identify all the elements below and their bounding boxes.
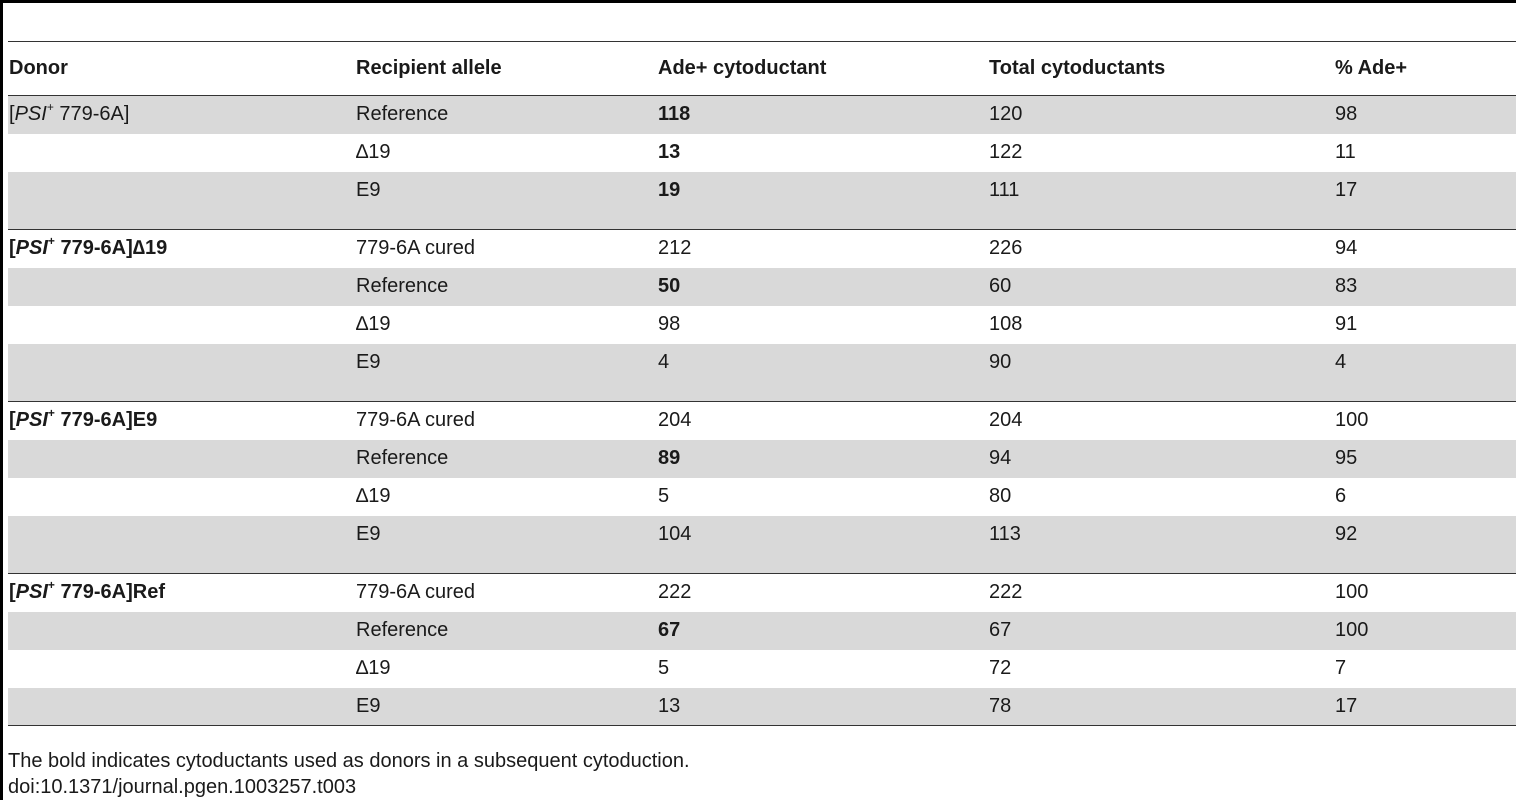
header-donor: Donor	[9, 57, 68, 79]
donor-cell	[8, 612, 355, 650]
table-row	[8, 172, 1516, 210]
ade-cytoductant-cell: 104	[657, 516, 988, 554]
total-cytoductants-cell: 222	[989, 581, 1023, 604]
donor-cell	[8, 172, 355, 210]
total-cytoductants-cell: 90	[988, 344, 1334, 382]
ade-cytoductant-cell: 5	[658, 657, 670, 679]
recipient-allele-cell: Reference	[355, 268, 657, 306]
ade-cytoductant-cell: 13	[657, 688, 988, 726]
spacer-cell	[355, 554, 657, 574]
group-spacer-row	[8, 554, 1516, 574]
table-row	[8, 268, 1516, 306]
table-row	[8, 612, 1516, 650]
table-row	[8, 306, 1516, 344]
ade-cytoductant-cell: 50	[657, 268, 988, 306]
spacer-cell	[8, 554, 355, 574]
ade-cytoductant-cell: 222	[658, 581, 692, 604]
table-row	[8, 574, 1516, 612]
ade-cytoductant-cell: 98	[658, 313, 681, 335]
spacer-cell	[657, 554, 988, 574]
donor-cell	[8, 650, 355, 688]
footnote-text: The bold indicates cytoductants used as donors in a subsequent cytoduction.	[8, 750, 690, 772]
donor-cell	[8, 574, 355, 612]
table-row	[8, 402, 1516, 440]
percent-ade-cell: 98	[1334, 96, 1516, 134]
spacer-cell	[1334, 554, 1516, 574]
recipient-allele-cell: ∆19	[356, 657, 391, 679]
recipient-allele-cell: Reference	[355, 440, 657, 478]
table-row	[8, 650, 1516, 688]
header-ade-cytoductant: Ade+ cytoductant	[658, 57, 827, 79]
top-border	[0, 0, 1516, 3]
ade-cytoductant-cell: 5	[658, 485, 670, 507]
percent-ade-cell: 100	[1334, 612, 1516, 650]
total-cytoductants-cell: 72	[989, 657, 1012, 679]
spacer-cell	[988, 554, 1334, 574]
header-percent-ade: % Ade+	[1335, 57, 1408, 79]
spacer-cell	[657, 382, 988, 402]
recipient-allele-cell: E9	[355, 344, 657, 382]
donor-cell	[8, 268, 355, 306]
table-row	[8, 96, 1516, 134]
donor-cell	[8, 306, 355, 344]
recipient-allele-cell: 779-6A cured	[356, 237, 475, 260]
table-row	[8, 688, 1516, 726]
total-cytoductants-cell: 94	[988, 440, 1334, 478]
ade-cytoductant-cell: 19	[657, 172, 988, 210]
total-cytoductants-cell: 111	[988, 172, 1334, 210]
percent-ade-cell: 4	[1334, 344, 1516, 382]
total-cytoductants-cell: 67	[988, 612, 1334, 650]
donor-cell	[8, 134, 355, 172]
ade-cytoductant-cell: 212	[658, 237, 692, 260]
donor-cell	[8, 478, 355, 516]
header-total-cytoductants: Total cytoductants	[989, 57, 1166, 79]
spacer-cell	[8, 382, 355, 402]
percent-ade-cell: 6	[1335, 485, 1347, 507]
cytoduction-table	[8, 41, 1516, 726]
ade-cytoductant-cell: 67	[657, 612, 988, 650]
percent-ade-cell: 91	[1335, 313, 1358, 335]
total-cytoductants-cell: 226	[989, 237, 1023, 260]
table-header-row	[8, 42, 1516, 96]
ade-cytoductant-cell: 204	[658, 409, 692, 432]
donor-label: [PSI+ 779-6A]∆19	[9, 233, 168, 260]
donor-label: [PSI+ 779-6A]E9	[9, 405, 158, 432]
doi-text: doi:10.1371/journal.pgen.1003257.t003	[8, 776, 357, 798]
recipient-allele-cell: E9	[355, 172, 657, 210]
percent-ade-cell: 83	[1334, 268, 1516, 306]
donor-label: [PSI+ 779-6A]	[9, 99, 130, 126]
table-row	[8, 134, 1516, 172]
ade-cytoductant-cell: 89	[657, 440, 988, 478]
ade-cytoductant-cell: 13	[658, 141, 681, 163]
total-cytoductants-cell: 60	[988, 268, 1334, 306]
table-row	[8, 440, 1516, 478]
ade-cytoductant-cell: 118	[657, 96, 988, 134]
spacer-cell	[355, 382, 657, 402]
recipient-allele-cell: 779-6A cured	[356, 409, 475, 432]
recipient-allele-cell: ∆19	[356, 141, 391, 163]
recipient-allele-cell: E9	[355, 516, 657, 554]
spacer-cell	[988, 210, 1334, 230]
percent-ade-cell: 95	[1334, 440, 1516, 478]
donor-label: [PSI+ 779-6A]Ref	[9, 577, 165, 604]
recipient-allele-cell: ∆19	[356, 313, 391, 335]
percent-ade-cell: 92	[1334, 516, 1516, 554]
donor-cell	[8, 344, 355, 382]
percent-ade-cell: 11	[1335, 141, 1356, 163]
table-body	[8, 96, 1516, 726]
recipient-allele-cell: ∆19	[356, 485, 391, 507]
percent-ade-cell: 7	[1335, 657, 1347, 679]
table-row	[8, 230, 1516, 268]
total-cytoductants-cell: 204	[989, 409, 1023, 432]
donor-cell	[8, 402, 355, 440]
percent-ade-cell: 94	[1335, 237, 1358, 260]
spacer-cell	[988, 382, 1334, 402]
percent-ade-cell: 100	[1335, 409, 1369, 432]
percent-ade-cell: 100	[1335, 581, 1369, 604]
donor-cell	[8, 230, 355, 268]
total-cytoductants-cell: 80	[989, 485, 1012, 507]
header-recipient-allele: Recipient allele	[356, 57, 502, 79]
donor-cell	[8, 440, 355, 478]
table-row	[8, 516, 1516, 554]
spacer-cell	[355, 210, 657, 230]
ade-cytoductant-cell: 4	[657, 344, 988, 382]
spacer-cell	[657, 210, 988, 230]
spacer-cell	[8, 210, 355, 230]
recipient-allele-cell: 779-6A cured	[356, 581, 475, 604]
total-cytoductants-cell: 78	[988, 688, 1334, 726]
data-table-container	[8, 41, 1516, 726]
donor-cell	[8, 96, 355, 134]
table-row	[8, 478, 1516, 516]
total-cytoductants-cell: 122	[989, 141, 1023, 163]
donor-cell	[8, 516, 355, 554]
donor-cell	[8, 688, 355, 726]
group-spacer-row	[8, 210, 1516, 230]
group-spacer-row	[8, 382, 1516, 402]
recipient-allele-cell: Reference	[355, 96, 657, 134]
recipient-allele-cell: Reference	[355, 612, 657, 650]
table-footnote	[8, 748, 690, 800]
spacer-cell	[1334, 210, 1516, 230]
table-row	[8, 344, 1516, 382]
recipient-allele-cell: E9	[355, 688, 657, 726]
left-border	[0, 0, 3, 800]
total-cytoductants-cell: 113	[988, 516, 1334, 554]
total-cytoductants-cell: 108	[989, 313, 1023, 335]
percent-ade-cell: 17	[1334, 688, 1516, 726]
total-cytoductants-cell: 120	[988, 96, 1334, 134]
spacer-cell	[1334, 382, 1516, 402]
percent-ade-cell: 17	[1334, 172, 1516, 210]
